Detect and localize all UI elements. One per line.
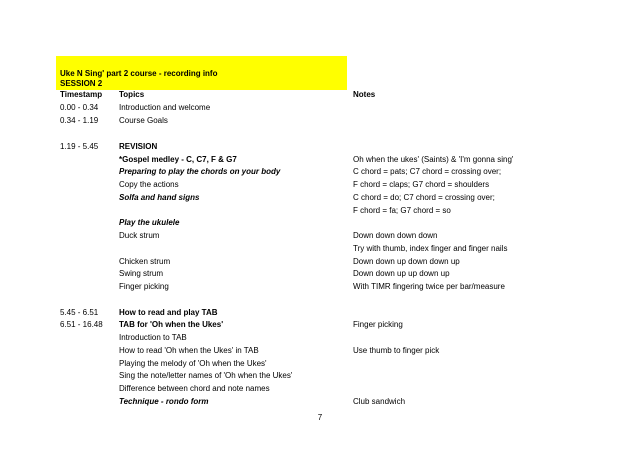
table-row (0, 216, 640, 229)
table-row (0, 382, 640, 395)
topic-cell: Solfa and hand signs (119, 193, 200, 202)
table-row (0, 101, 640, 114)
topic-cell: Preparing to play the chords on your body (119, 167, 281, 176)
topic-cell: Technique - rondo form (119, 397, 209, 406)
notes-cell: With TIMR fingering twice per bar/measure (353, 282, 505, 291)
timestamp-cell: 5.45 - 6.51 (60, 308, 99, 317)
topic-cell: Finger picking (119, 282, 169, 291)
table-row (0, 331, 640, 344)
topic-cell: Playing the melody of 'Oh when the Ukes' (119, 359, 267, 368)
table-row (0, 191, 640, 204)
topic-cell: Course Goals (119, 116, 168, 125)
topic-cell: Introduction to TAB (119, 333, 187, 342)
notes-cell: Down down up up down up (353, 269, 450, 278)
table-row (0, 178, 640, 191)
topic-cell: Difference between chord and note names (119, 384, 270, 393)
table-row (0, 165, 640, 178)
notes-cell: Oh when the ukes' (Saints) & 'I'm gonna sing' (353, 155, 514, 164)
table-row (0, 114, 640, 127)
table-row (0, 229, 640, 242)
topic-cell: Duck strum (119, 231, 160, 240)
notes-cell: Finger picking (353, 320, 403, 329)
table-row (0, 344, 640, 357)
notes-cell: Use thumb to finger pick (353, 346, 440, 355)
topic-cell: Copy the actions (119, 180, 179, 189)
table-row (0, 395, 640, 408)
col-timestamp: Timestamp (60, 90, 103, 99)
topic-cell: REVISION (119, 142, 158, 151)
document-title: Uke N Sing' part 2 course - recording info (60, 69, 218, 78)
column-headers (0, 88, 640, 101)
session-label: SESSION 2 (60, 79, 103, 88)
table-row (0, 267, 640, 280)
table-row (0, 242, 640, 255)
timestamp-cell: 0.34 - 1.19 (60, 116, 99, 125)
topic-cell: *Gospel medley - C, C7, F & G7 (119, 155, 237, 164)
topic-cell: Play the ukulele (119, 218, 180, 227)
table-row (0, 140, 640, 153)
table-row (0, 369, 640, 382)
notes-cell: Try with thumb, index finger and finger nails (353, 244, 508, 253)
topic-cell: How to read 'Oh when the Ukes' in TAB (119, 346, 259, 355)
timestamp-cell: 6.51 - 16.48 (60, 320, 103, 329)
timestamp-cell: 0.00 - 0.34 (60, 103, 99, 112)
notes-cell: F chord = fa; G7 chord = so (353, 206, 451, 215)
notes-cell: Down down up down down up (353, 257, 460, 266)
notes-cell: Down down down down (353, 231, 438, 240)
notes-cell: F chord = claps; G7 chord = shoulders (353, 180, 490, 189)
col-topics: Topics (119, 90, 145, 99)
topic-cell: How to read and play TAB (119, 308, 218, 317)
table-row (0, 318, 640, 331)
topic-cell: TAB for 'Oh when the Ukes' (119, 320, 224, 329)
topic-cell: Swing strum (119, 269, 164, 278)
timestamp-cell: 1.19 - 5.45 (60, 142, 99, 151)
notes-cell: C chord = do; C7 chord = crossing over; (353, 193, 495, 202)
topic-cell: Introduction and welcome (119, 103, 211, 112)
page-number: 7 (317, 413, 323, 422)
col-notes: Notes (353, 90, 376, 99)
table-row (0, 280, 640, 293)
notes-cell: C chord = pats; C7 chord = crossing over; (353, 167, 502, 176)
topic-cell: Chicken strum (119, 257, 171, 266)
topic-cell: Sing the note/letter names of 'Oh when the Ukes' (119, 371, 293, 380)
notes-cell: Club sandwich (353, 397, 406, 406)
